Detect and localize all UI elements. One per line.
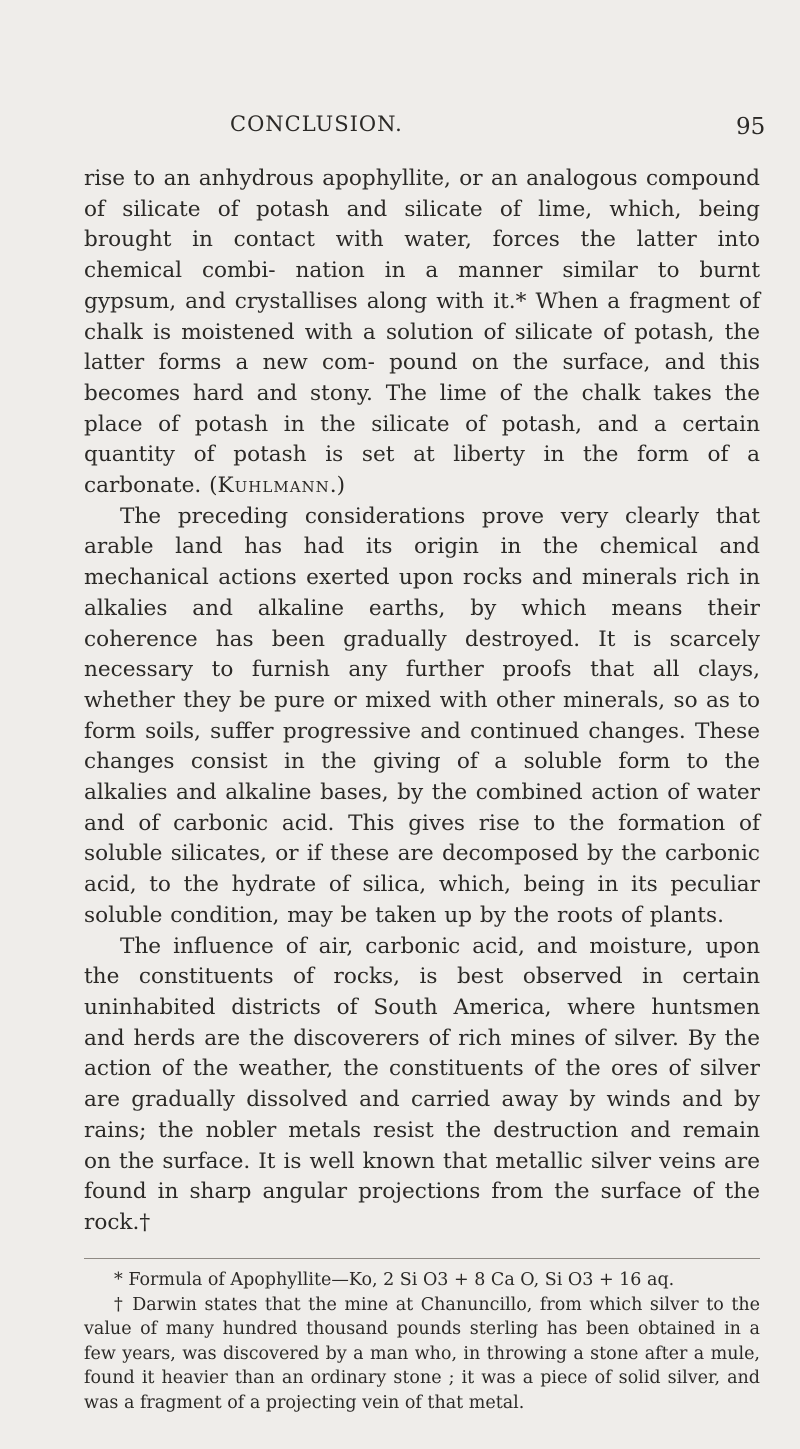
citation-close: .) [329,473,346,499]
footnote-apophyllite-formula: * Formula of Apophyllite—Ko, 2 Si O3 + 8 Ca O, Si O3 + 16 aq. [114,1270,675,1290]
footnotes [84,1268,760,1415]
running-title: CONCLUSION. [230,112,403,136]
footnote-darwin: † Darwin states that the mine at Chanuncillo, from which silver to the value of many hundred thousand pounds sterling has been obtained in a few years, was discovered by a man who, in throwing a stone after a mule, found it heavier than an ordinary stone ; it was a piece of solid silver, and was a fragment of a projecting vein of that metal. [84,1294,760,1413]
paragraph-1 [84,164,760,502]
paragraph-1-text: rise to an anhydrous apophyllite, or an analogous compound of silicate of potash and silicate of lime, which, being brought in contact with water, forces the latter into chemical combi- nation in a manner similar to burnt gypsum, and crystallises along with it.* When a fragment of chalk is moistened with a solution of silicate of potash, the latter forms a new com- pound on the surface, and this becomes hard and stony. The lime of the chalk takes the place of potash in the silicate of potash, and a certain quantity of potash is set at liberty in the form of a carbonate. ( [84,166,760,499]
author-citation: Kuhlmann [217,473,330,499]
paragraph-3: The influence of air, carbonic acid, and moisture, upon the constituents of rocks, is best observed in certain uninhabited districts of South America, where huntsmen and herds are the discoverers of rich mines of silver. By the action of the weather, the constituents of the ores of silver are gradually dissolved and carried away by winds and by rains; the nobler metals resist the destruction and remain on the surface. It is well known that metallic silver veins are found in sharp angular projections from the surface of the rock.† [84,933,760,1235]
page-header [0,112,800,146]
body-text [84,164,760,1239]
footnote-divider [84,1258,760,1259]
paragraph-2: The preceding considerations prove very clearly that arable land has had its origin in the chemical and mechanical actions exerted upon rocks and minerals rich in alkalies and alkaline earths, by which means their coherence has been gradually destroyed. It is scarcely necessary to furnish any further proofs that all clays, whether they be pure or mixed with other minerals, so as to form soils, suffer progressive and continued changes. These changes consist in the giving of a soluble form to the alkalies and alkaline bases, by the combined action of water and of carbonic acid. This gives rise to the formation of soluble silicates, or if these are decomposed by the carbonic acid, to the hydrate of silica, which, being in its peculiar soluble condition, may be taken up by the roots of plants. [84,503,760,928]
page-number: 95 [736,114,766,140]
